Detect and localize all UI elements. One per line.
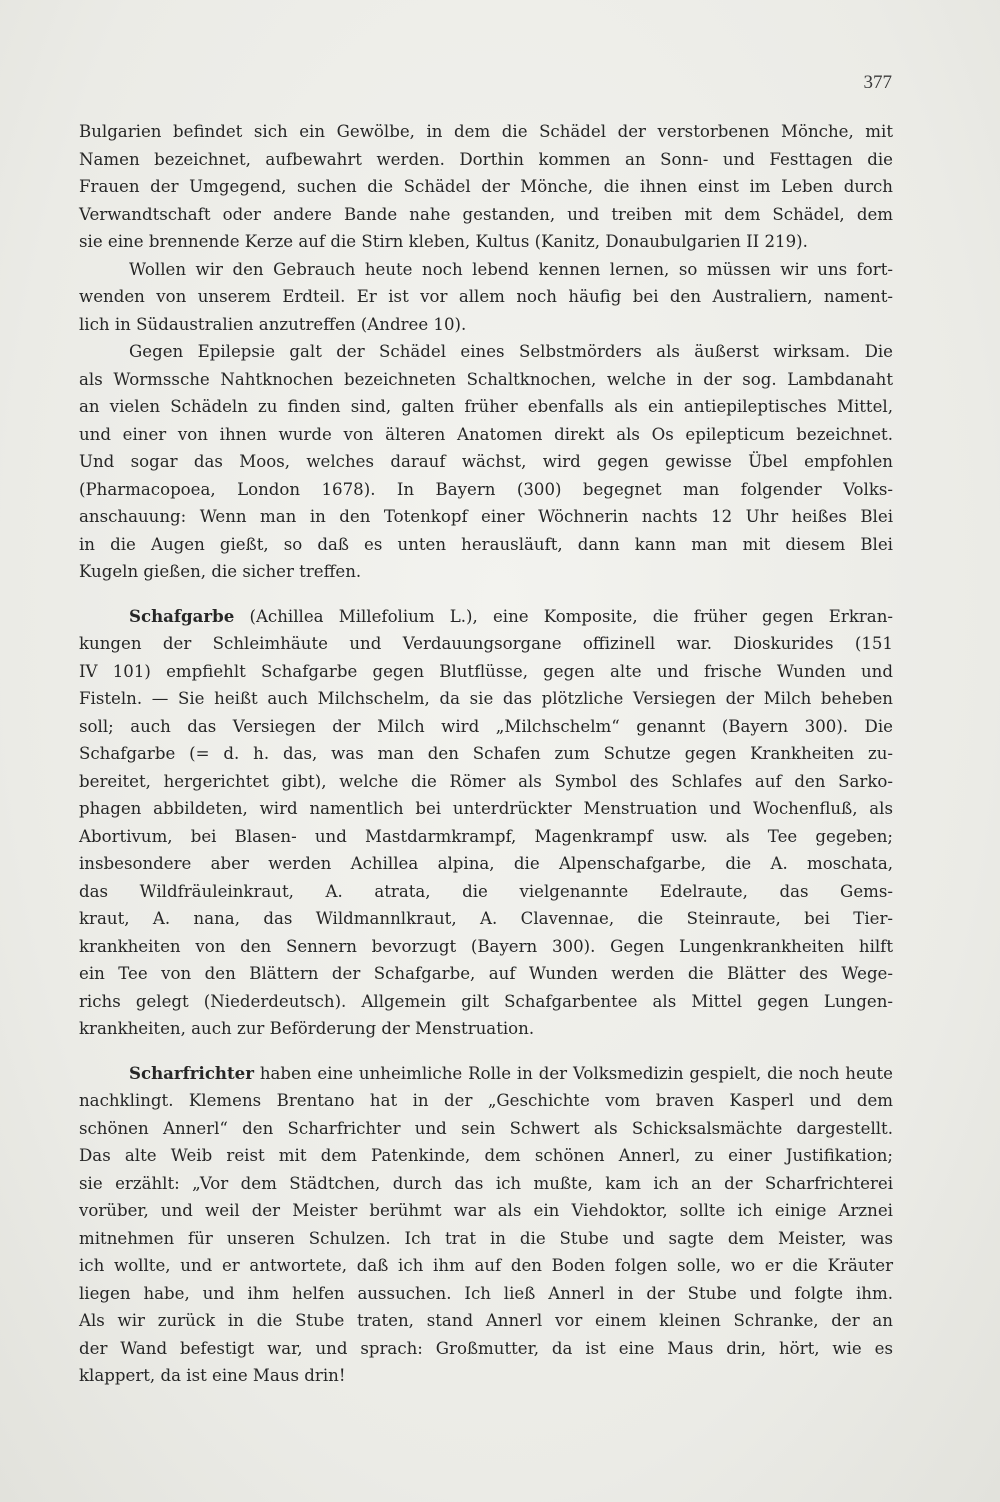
text-line: phagen abbildeten, wird namentlich bei unterdrückter Menstruation und Wochenfluß, als — [79, 799, 893, 818]
text-line — [79, 603, 893, 631]
paragraph-bulgarien — [79, 118, 893, 256]
section-gap — [79, 586, 893, 603]
headword-continuation: (Achillea Millefolium L.), eine Komposite, die früher gegen Erkran- — [234, 606, 893, 626]
text-line: das Wildfräuleinkraut, A. atrata, die vielgenannte Edelraute, das Gems- — [79, 881, 893, 901]
text-line: Fisteln. — Sie heißt auch Milchschelm, da sie das plötzliche Versiegen der Milch beheben — [79, 689, 893, 708]
text-line: mitnehmen für unseren Schulzen. Ich trat in die Stube und sagte dem Meister, was — [79, 1228, 893, 1248]
text-line: krankheiten von den Sennern bevorzugt (Bayern 300). Gegen Lungenkrankheiten hilft — [79, 936, 893, 956]
entry-scharfrichter — [79, 1060, 893, 1390]
text-line: wenden von unserem Erdteil. Er ist vor allem noch häufig bei den Australiern, nament- — [79, 287, 893, 306]
text-line: Und sogar das Moos, welches darauf wächst, wird gegen gewisse Übel empfohlen — [79, 452, 893, 471]
page-body — [79, 118, 893, 1390]
text-line: ich wollte, und er antwortete, daß ich ihm auf den Boden folgen solle, wo er die Kräuter — [79, 1256, 893, 1275]
text-line: Verwandtschaft oder andere Bande nahe gestanden, und treiben mit dem Schädel, dem — [79, 204, 893, 224]
text-line: liegen habe, und ihm helfen aussuchen. Ich ließ Annerl in der Stube und folgte ihm. — [79, 1283, 893, 1303]
text-line: Frauen der Umgegend, suchen die Schädel der Mönche, die ihnen einst im Leben durch — [79, 177, 893, 196]
paragraph-australien — [79, 256, 893, 339]
text-line: kraut, A. nana, das Wildmannlkraut, A. Clavennae, die Steinraute, bei Tier- — [79, 909, 893, 928]
headword: Schafgarbe — [129, 605, 235, 626]
text-line: vorüber, und weil der Meister berühmt war als ein Viehdoktor, sollte ich einige Arznei — [79, 1201, 893, 1220]
text-line: ein Tee von den Blättern der Schafgarbe, auf Wunden werden die Blätter des Wege- — [79, 964, 893, 983]
headword: Scharfrichter — [129, 1062, 254, 1083]
text-line: Das alte Weib reist mit dem Patenkinde, dem schönen Annerl, zu einer Justifikation; — [79, 1146, 893, 1165]
text-line: anschauung: Wenn man in den Totenkopf einer Wöchnerin nachts 12 Uhr heißes Blei — [79, 507, 893, 526]
text-line: sie erzählt: „Vor dem Städtchen, durch das ich mußte, kam ich an der Scharfrichterei — [79, 1173, 893, 1193]
text-line: in die Augen gießt, so daß es unten herausläuft, dann kann man mit diesem Blei — [79, 534, 893, 554]
section-gap — [79, 1043, 893, 1060]
text-line: Abortivum, bei Blasen- und Mastdarmkrampf, Magenkrampf usw. als Tee gegeben; — [79, 826, 893, 846]
headword-continuation: haben eine unheimliche Rolle in der Volksmedizin gespielt, die noch heute — [253, 1063, 893, 1083]
text-line: klappert, da ist eine Maus drin! — [79, 1366, 346, 1385]
text-line: soll; auch das Versiegen der Milch wird „Milchschelm“ genannt (Bayern 300). Die — [79, 716, 893, 736]
text-line: schönen Annerl“ den Scharfrichter und sein Schwert als Schicksalsmächte dargestellt. — [79, 1118, 893, 1138]
text-line: Wollen wir den Gebrauch heute noch lebend kennen lernen, so müssen wir uns fort- — [129, 259, 893, 279]
text-line: und einer von ihnen wurde von älteren Anatomen direkt als Os epilepticum bezeichnet. — [79, 424, 893, 444]
text-line: sie eine brennende Kerze auf die Stirn kleben, Kultus (Kanitz, Donaubulgarien II 219). — [79, 232, 808, 251]
text-line: kungen der Schleimhäute und Verdauungsorgane offizinell war. Dioskurides (151 — [79, 634, 893, 653]
text-line: bereitet, hergerichtet gibt), welche die Römer als Symbol des Schlafes auf den Sarko- — [79, 771, 893, 791]
text-line: Als wir zurück in die Stube traten, stand Annerl vor einem kleinen Schranke, der an — [79, 1311, 893, 1330]
text-line: Namen bezeichnet, aufbewahrt werden. Dorthin kommen an Sonn- und Festtagen die — [79, 149, 893, 169]
text-line: krankheiten, auch zur Beförderung der Menstruation. — [79, 1019, 535, 1038]
page-number: 377 — [863, 72, 892, 93]
text-line: IV 101) empfiehlt Schafgarbe gegen Blutflüsse, gegen alte und frische Wunden und — [79, 661, 893, 681]
text-line: als Wormssche Nahtknochen bezeichneten Schaltknochen, welche in der sog. Lambdanaht — [79, 369, 893, 389]
text-line: Gegen Epilepsie galt der Schädel eines Selbstmörders als äußerst wirksam. Die — [129, 342, 893, 361]
text-line: nachklingt. Klemens Brentano hat in der „Geschichte vom braven Kasperl und dem — [79, 1091, 893, 1110]
text-line — [79, 1060, 893, 1088]
text-line: insbesondere aber werden Achillea alpina, die Alpenschafgarbe, die A. moschata, — [79, 854, 893, 873]
text-line: Schafgarbe (= d. h. das, was man den Schafen zum Schutze gegen Krankheiten zu- — [79, 744, 893, 763]
paragraph-epilepsie — [79, 338, 893, 586]
text-line: (Pharmacopoea, London 1678). In Bayern (300) begegnet man folgender Volks- — [79, 479, 893, 499]
text-line: lich in Südaustralien anzutreffen (Andree 10). — [79, 314, 467, 334]
text-line: Kugeln gießen, die sicher treffen. — [79, 562, 362, 581]
text-line: der Wand befestigt war, und sprach: Großmutter, da ist eine Maus drin, hört, wie es — [79, 1338, 893, 1358]
text-line: Bulgarien befindet sich ein Gewölbe, in dem die Schädel der verstorbenen Mönche, mit — [79, 122, 893, 141]
text-line: an vielen Schädeln zu finden sind, galten früher ebenfalls als ein antiepileptisches Mittel, — [79, 397, 893, 416]
entry-schafgarbe — [79, 603, 893, 1043]
text-line: richs gelegt (Niederdeutsch). Allgemein gilt Schafgarbentee als Mittel gegen Lungen- — [79, 991, 893, 1011]
